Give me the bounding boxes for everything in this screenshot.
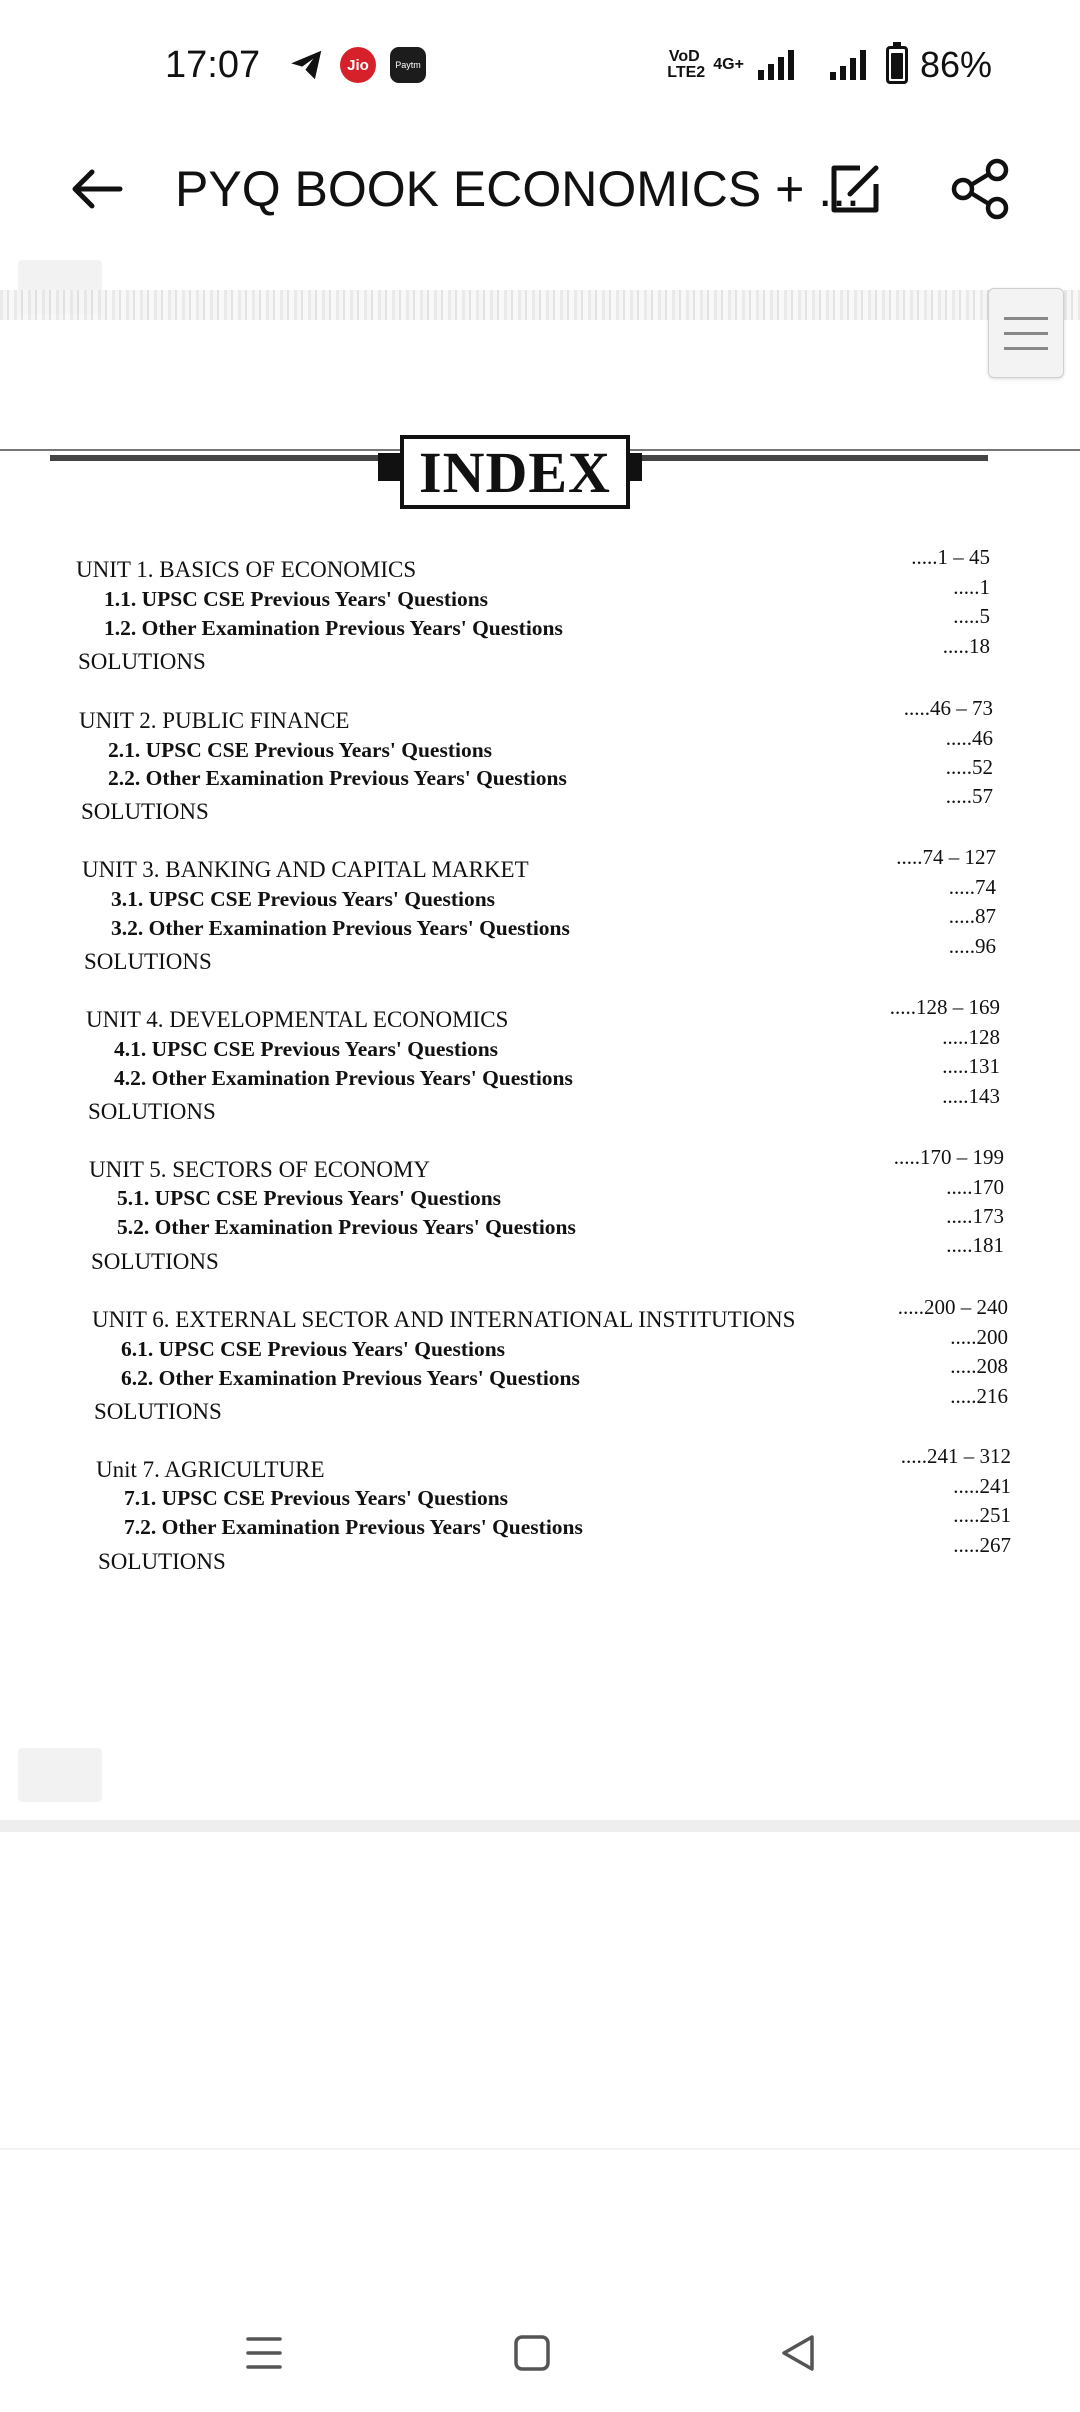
- recents-icon: [242, 2331, 286, 2375]
- section-title: 3.2. Other Examination Previous Years' Questions: [111, 916, 570, 940]
- unit-title: UNIT 1. BASICS OF ECONOMICS: [76, 557, 417, 582]
- unit-title: Unit 7. AGRICULTURE: [96, 1457, 325, 1482]
- section-title: 3.1. UPSC CSE Previous Years' Questions: [111, 887, 496, 911]
- section-page: .....87: [948, 904, 996, 928]
- solutions-title: SOLUTIONS: [94, 1399, 222, 1424]
- network-type: 4G+: [713, 56, 744, 73]
- section-title: 5.1. UPSC CSE Previous Years' Questions: [117, 1186, 502, 1210]
- solutions-page: .....57: [945, 784, 993, 808]
- back-nav-button[interactable]: [758, 2318, 838, 2388]
- paytm-icon: Paytm: [390, 47, 426, 83]
- page-marker-bottom: [18, 1748, 102, 1802]
- back-triangle-icon: [776, 2331, 820, 2375]
- section-page: .....200: [950, 1325, 1008, 1349]
- section-title: 7.1. UPSC CSE Previous Years' Questions: [124, 1486, 509, 1510]
- unit-title: UNIT 4. DEVELOPMENTAL ECONOMICS: [86, 1007, 509, 1032]
- section-title: 2.2. Other Examination Previous Years' Questions: [108, 766, 567, 790]
- unit-title: UNIT 6. EXTERNAL SECTOR AND INTERNATIONAL INSTITUTIONS: [92, 1307, 796, 1332]
- section-title: 2.1. UPSC CSE Previous Years' Questions: [108, 738, 493, 762]
- unit-range: .....46 – 73: [903, 696, 993, 720]
- home-icon: [510, 2331, 554, 2375]
- home-button[interactable]: [492, 2318, 572, 2388]
- document-title: PYQ BOOK ECONOMICS + ...: [175, 161, 860, 217]
- battery-level: 86%: [919, 44, 992, 85]
- section-page: .....5: [953, 604, 990, 628]
- solutions-title: SOLUTIONS: [78, 649, 206, 674]
- section-title: 5.2. Other Examination Previous Years' Questions: [117, 1215, 576, 1239]
- unit-range: .....128 – 169: [889, 995, 1000, 1019]
- section-page: .....241: [953, 1474, 1011, 1498]
- section-page: .....74: [948, 875, 996, 899]
- solutions-title: SOLUTIONS: [98, 1549, 226, 1574]
- volte-icon: VoD LTE2: [667, 48, 706, 81]
- status-time: 17:07: [165, 44, 261, 86]
- section-page: .....128: [942, 1025, 1000, 1049]
- solutions-page: .....96: [948, 934, 996, 958]
- section-page: .....208: [950, 1354, 1008, 1378]
- unit-range: .....1 – 45: [911, 545, 990, 569]
- unit-range: .....241 – 312: [900, 1444, 1011, 1468]
- solutions-page: .....181: [946, 1233, 1004, 1257]
- unit-range: .....170 – 199: [893, 1145, 1004, 1169]
- solutions-page: .....216: [950, 1384, 1008, 1408]
- section-title: 6.2. Other Examination Previous Years' Questions: [121, 1366, 580, 1390]
- unit-title: UNIT 3. BANKING AND CAPITAL MARKET: [82, 857, 529, 882]
- section-title: 7.2. Other Examination Previous Years' Questions: [124, 1515, 583, 1539]
- solutions-title: SOLUTIONS: [91, 1249, 219, 1274]
- page-separator: [0, 1820, 1080, 1832]
- solutions-title: SOLUTIONS: [88, 1099, 216, 1124]
- unit-title: UNIT 5. SECTORS OF ECONOMY: [89, 1157, 431, 1182]
- solutions-page: .....18: [942, 634, 990, 658]
- system-navigation-bar: [0, 2300, 1080, 2412]
- unit-range: .....74 – 127: [896, 845, 996, 869]
- unit-title: UNIT 2. PUBLIC FINANCE: [79, 708, 350, 733]
- section-page: .....52: [945, 755, 993, 779]
- jio-icon: Jio: [340, 47, 376, 83]
- section-page: .....251: [953, 1503, 1011, 1527]
- section-page: .....170: [946, 1175, 1004, 1199]
- section-title: 6.1. UPSC CSE Previous Years' Questions: [121, 1337, 506, 1361]
- section-page: .....1: [953, 575, 990, 599]
- section-title: 4.2. Other Examination Previous Years' Questions: [114, 1066, 573, 1090]
- section-page: .....173: [946, 1204, 1004, 1228]
- next-page-edge: [0, 2148, 1080, 2150]
- index-heading: INDEX: [419, 439, 611, 505]
- solutions-page: .....267: [953, 1533, 1011, 1557]
- section-title: 4.1. UPSC CSE Previous Years' Questions: [114, 1037, 499, 1061]
- section-page: .....46: [945, 726, 993, 750]
- solutions-title: SOLUTIONS: [81, 799, 209, 824]
- section-title: 1.2. Other Examination Previous Years' Questions: [104, 616, 563, 640]
- section-page: .....131: [942, 1054, 1000, 1078]
- recent-apps-button[interactable]: [224, 2318, 304, 2388]
- solutions-title: SOLUTIONS: [84, 949, 212, 974]
- section-title: 1.1. UPSC CSE Previous Years' Questions: [104, 587, 489, 611]
- solutions-page: .....143: [942, 1084, 1000, 1108]
- unit-range: .....200 – 240: [897, 1295, 1008, 1319]
